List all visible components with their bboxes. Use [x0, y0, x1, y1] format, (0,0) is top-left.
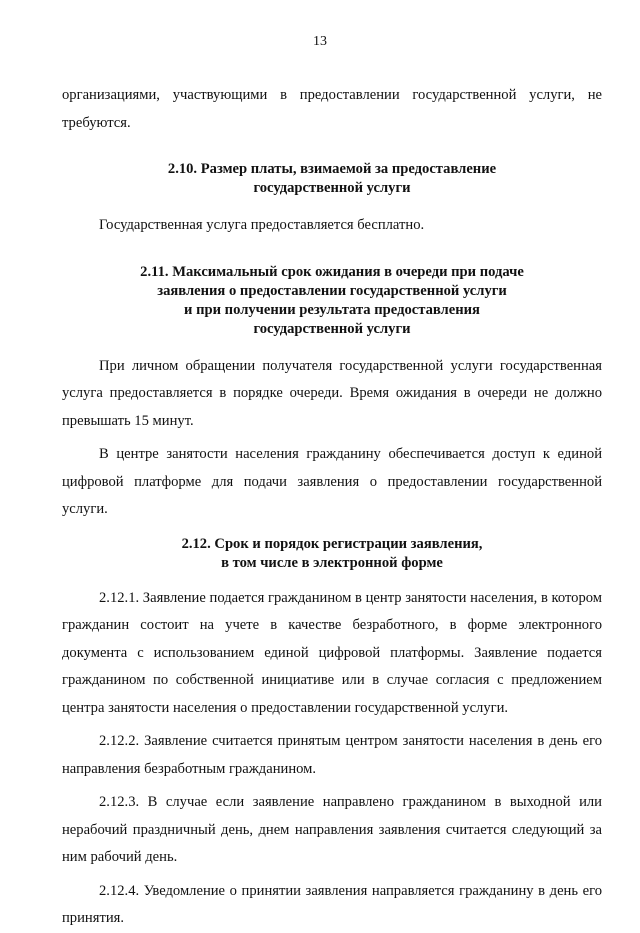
paragraph-fee: Государственная услуга предоставляется бесплатно. — [99, 217, 425, 233]
paragraph-platform-access: В центре занятости населения гражданину обеспечивается доступ к единой цифровой платформе для подачи заявления о предоставлении государственной услуги. — [62, 446, 602, 517]
heading-line: заявления о предоставлении государственной услуги — [157, 282, 507, 299]
paragraph-2-12-4: 2.12.4. Уведомление о принятии заявления направляется гражданину в день его принятия. — [62, 882, 602, 926]
paragraph-queue: При личном обращении получателя государственной услуги государственная услуга предоставляется в порядке очереди. Время ожидания в очереди не должно превышать 15 минут. — [62, 357, 602, 429]
heading-2-12 — [62, 535, 602, 573]
paragraph-2-12-1: 2.12.1. Заявление подается гражданином в центр занятости населения, в котором гражданин состоит на учете в качестве безработного, в форме электронного документа с использованием единой цифровой платформы. Заявление подается гражданином по собственной инициативе или в случае согласия с предложением центра занятости населения о предоставлении государственной услуги. — [62, 589, 602, 716]
heading-line: 2.12. Срок и порядок регистрации заявления, — [181, 535, 483, 552]
heading-line: и при получении результата предоставления — [184, 301, 480, 318]
heading-line: государственной услуги — [253, 320, 411, 337]
paragraph-2-12-2: 2.12.2. Заявление считается принятым центром занятости населения в день его направления безработным гражданином. — [62, 733, 602, 777]
paragraph-2-12-3: 2.12.3. В случае если заявление направлено гражданином в выходной или нерабочий праздничный день, днем направления заявления считается следующий за ним рабочий день. — [62, 794, 602, 865]
heading-2-11 — [62, 263, 602, 339]
page-number: 13 — [313, 34, 327, 49]
heading-2-10 — [62, 160, 602, 198]
paragraph-continuation: организациями, участвующими в предоставлении государственной услуги, не требуются. — [62, 87, 602, 131]
document-body — [62, 82, 602, 933]
heading-line: 2.10. Размер платы, взимаемой за предоставление — [167, 161, 497, 177]
heading-line: 2.11. Максимальный срок ожидания в очереди при подаче — [140, 263, 524, 280]
heading-line: государственной услуги — [253, 180, 411, 196]
heading-line: в том числе в электронной форме — [221, 554, 443, 571]
